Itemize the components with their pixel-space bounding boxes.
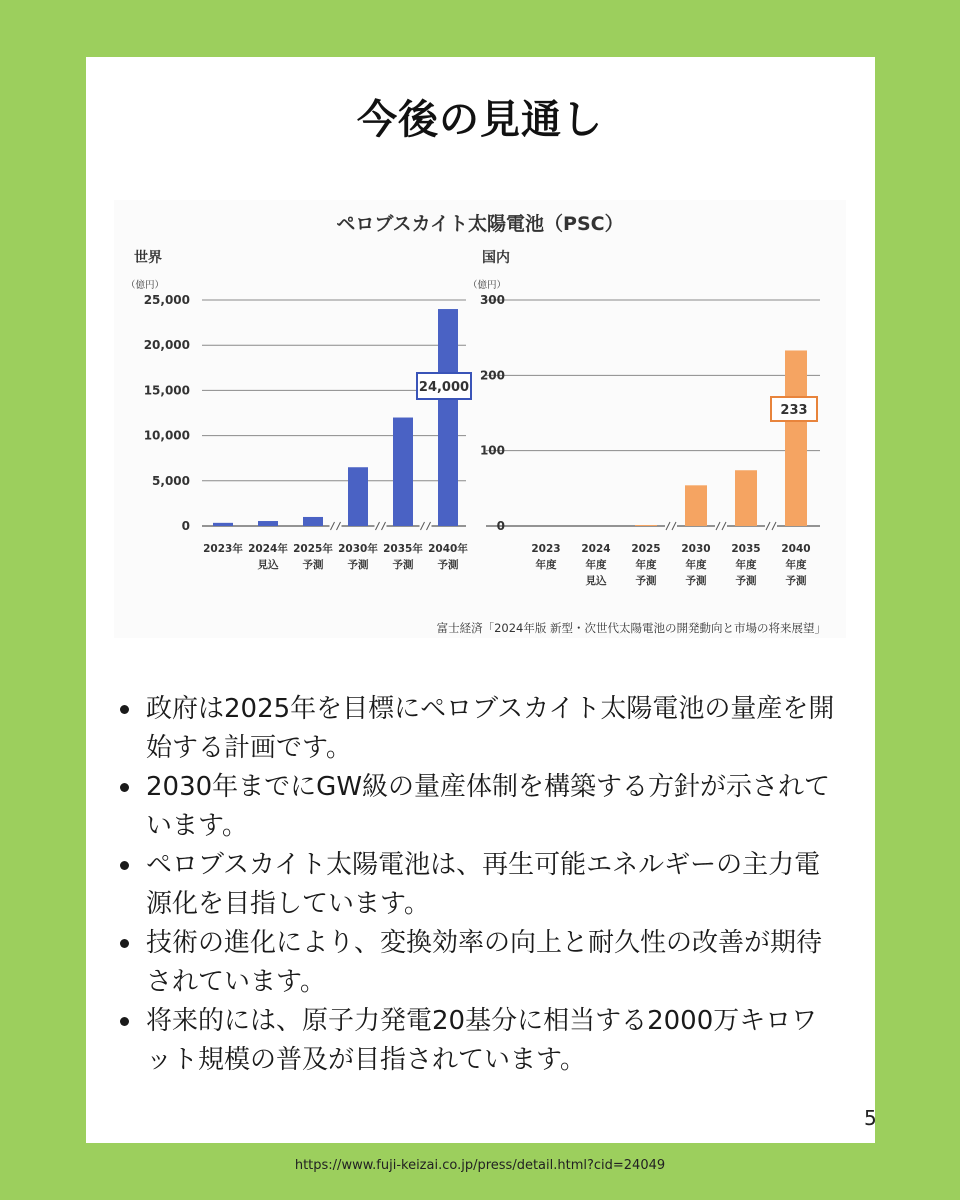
domestic-unit-label: （億円）	[467, 280, 506, 291]
domestic-y-tick-label: 300	[479, 293, 505, 307]
domestic-x-tick-label: 予測	[685, 575, 707, 587]
world-x-tick-label: 予測	[392, 559, 414, 571]
world-y-tick-label: 20,000	[143, 338, 190, 353]
domestic-x-tick-label: 年度	[735, 559, 757, 571]
domestic-bar-2	[635, 525, 657, 526]
world-x-tick-label: 2025年	[293, 543, 333, 555]
domestic-x-tick-label: 予測	[785, 575, 807, 587]
bullet-list	[116, 690, 836, 1080]
domestic-x-tick-label: 予測	[635, 575, 657, 587]
bullet-text: 技術の進化により、変換効率の向上と耐久性の改善が期待されています。	[146, 928, 823, 997]
world-x-tick-label: 2023年	[203, 543, 243, 555]
chart-panel	[114, 200, 846, 638]
page-title: 今後の見通し	[357, 97, 603, 143]
domestic-x-tick-label: 年度	[585, 559, 607, 571]
bullet-text: ペロブスカイト太陽電池は、再生可能エネルギーの主力電源化を目指しています。	[146, 850, 821, 919]
bullet-item	[116, 1002, 836, 1080]
domestic-x-tick-label: 年度	[535, 559, 557, 571]
world-x-tick-label: 2035年	[383, 543, 423, 555]
world-bar-0	[213, 523, 233, 526]
world-bar-4	[393, 418, 413, 526]
world-bar-3	[348, 467, 368, 526]
world-panel-label: 世界	[134, 250, 162, 266]
bullet-item	[116, 690, 836, 768]
world-callout-label: 24,000	[418, 380, 470, 395]
world-x-tick-label: 2030年	[338, 543, 378, 555]
world-bar-2	[303, 517, 323, 526]
world-x-tick-label: 2040年	[428, 543, 468, 555]
bullet-dot-icon	[120, 783, 129, 792]
domestic-x-tick-label: 2030	[681, 543, 711, 555]
domestic-x-tick-label: 年度	[635, 559, 657, 571]
bullet-text: 政府は2025年を目標にペロブスカイト太陽電池の量産を開始する計画です。	[146, 694, 835, 763]
world-x-tick-label: 予測	[437, 559, 459, 571]
world-y-tick-label: 15,000	[143, 383, 190, 398]
domestic-panel-label: 国内	[482, 250, 510, 266]
world-x-tick-label: 予測	[302, 559, 324, 571]
domestic-x-tick-label: 年度	[685, 559, 707, 571]
psc-market-chart	[114, 200, 846, 638]
bullet-text: 将来的には、原子力発電20基分に相当する2000万キロワット規模の普及が目指されています。	[146, 1006, 818, 1075]
source-url[interactable]: https://www.fuji-keizai.co.jp/press/detail.html?cid=24049	[294, 1158, 666, 1173]
domestic-bar-4	[735, 470, 757, 526]
world-bar-1	[258, 521, 278, 526]
domestic-callout-label: 233	[780, 403, 808, 418]
bullet-dot-icon	[120, 705, 129, 714]
chart-source: 富士経済「2024年版 新型・次世代太陽電池の開発動向と市場の将来展望」	[436, 621, 826, 635]
domestic-y-tick-label: 0	[496, 519, 505, 533]
domestic-x-tick-label: 2025	[631, 543, 661, 555]
world-y-tick-label: 5,000	[152, 473, 190, 488]
domestic-y-tick-label: 100	[479, 443, 505, 458]
bullet-dot-icon	[120, 1017, 129, 1026]
world-unit-label: （億円）	[125, 280, 164, 291]
world-x-tick-label: 2024年	[248, 543, 288, 555]
bullet-item	[116, 924, 836, 1002]
world-y-tick-label: 0	[181, 519, 190, 533]
bullet-text: 2030年までにGW級の量産体制を構築する方針が示されています。	[146, 772, 831, 841]
world-x-tick-label: 予測	[347, 559, 369, 571]
chart-title: ペロブスカイト太陽電池（PSC）	[336, 213, 624, 235]
bullet-item	[116, 846, 836, 924]
domestic-x-tick-label: 2040	[781, 543, 811, 555]
domestic-x-tick-label: 予測	[735, 575, 757, 587]
domestic-bar-3	[685, 485, 707, 526]
world-y-tick-label: 10,000	[143, 428, 190, 443]
domestic-x-tick-label: 年度	[785, 559, 807, 571]
domestic-bar-5	[785, 350, 807, 526]
bullet-dot-icon	[120, 939, 129, 948]
world-bar-5	[438, 309, 458, 526]
bullet-item	[116, 768, 836, 846]
domestic-x-tick-label: 2024	[581, 543, 611, 555]
bullet-dot-icon	[120, 861, 129, 870]
world-x-tick-label: 見込	[257, 559, 279, 571]
page-number: 5	[864, 1106, 877, 1130]
domestic-x-tick-label: 2035	[731, 543, 761, 555]
domestic-x-tick-label: 2023	[531, 543, 561, 555]
world-y-tick-label: 25,000	[143, 293, 190, 307]
domestic-x-tick-label: 見込	[585, 575, 607, 587]
domestic-y-tick-label: 200	[479, 368, 505, 383]
